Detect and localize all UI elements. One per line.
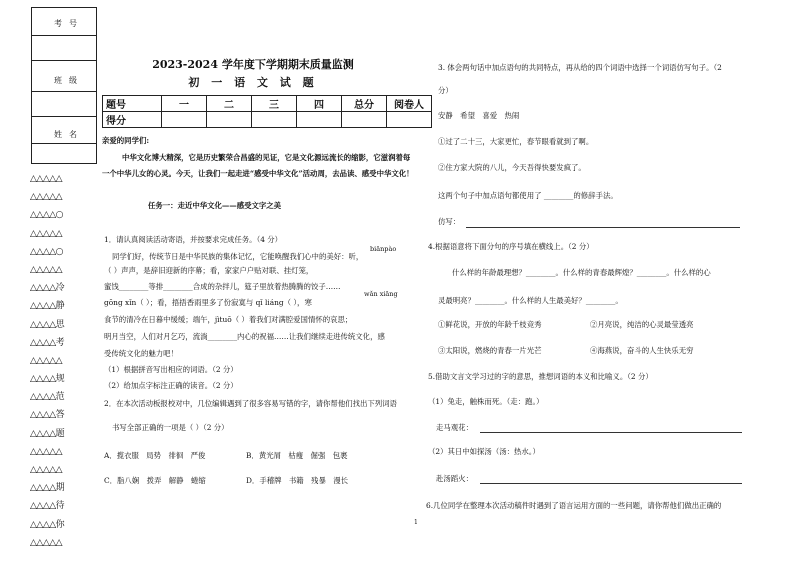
name-label: 姓名 bbox=[54, 130, 84, 139]
student-info-box bbox=[31, 7, 97, 164]
score-header-cell: 总分 bbox=[342, 96, 387, 112]
exam-title: 2023-2024 学年度下学期期末质量监测 bbox=[152, 58, 354, 71]
score-header-cell: 阅卷人 bbox=[387, 96, 432, 112]
score-header-cell: 三 bbox=[252, 96, 297, 112]
seal-mark: △△△△○ bbox=[30, 210, 64, 221]
q1-paragraph-line: 蜜饯________等排________合成的杂拌儿，筵子里放着热腾腾的饺子…… bbox=[104, 282, 341, 291]
score-input-cell[interactable] bbox=[162, 112, 207, 128]
q1-pinyin-2: wǎn xiāng bbox=[364, 290, 398, 298]
seal-mark: △△△△冷 bbox=[30, 283, 65, 294]
q2-stem: 2．在本次活动板报校对中，几位编辑遇到了很多容易写错的字，请你帮他们找出下列词语 bbox=[104, 399, 397, 408]
exam-number-field[interactable] bbox=[32, 36, 96, 61]
q1-paragraph-line: 受传统文化的魅力吧！ bbox=[104, 349, 178, 358]
q4-option-1: ①鲜花说，开放的年龄千枝竞秀 bbox=[438, 320, 542, 329]
q2-option-b[interactable]: B．黄光屑 枯瘦 倔强 包裹 bbox=[246, 451, 348, 460]
task-one-heading: 任务一：走近中华文化——感受文字之美 bbox=[148, 201, 282, 210]
q5-item-a: （1）兔走，触株而死。（走：跑。） bbox=[428, 397, 544, 406]
q1-sub1: （1）根据拼音写出相应的词语。（2 分） bbox=[104, 365, 238, 374]
q4-option-4: ④海燕说，奋斗的人生快乐无穷 bbox=[590, 346, 694, 355]
score-input-cell[interactable] bbox=[342, 112, 387, 128]
exam-subtitle: 初 一 语 文 试 题 bbox=[188, 76, 318, 89]
seal-mark: △△△△△ bbox=[30, 228, 63, 239]
intro-greeting: 亲爱的同学们: bbox=[102, 136, 150, 145]
name-field[interactable] bbox=[32, 144, 96, 162]
seal-mark: △△△△△ bbox=[30, 537, 63, 548]
q5-fill-a-label: 走马观花： bbox=[436, 423, 473, 432]
q3-sentence-2: ②住方家大院的八儿，今天吾得快要发疯了。 bbox=[438, 163, 586, 172]
q2-option-c[interactable]: C．脂八娴 拨弄 解静 蜷缩 bbox=[104, 476, 206, 485]
q1-paragraph-line: 同学们好，传统节日是中华民族的集体记忆，它能唤醒我们心中的美好：听， bbox=[112, 252, 364, 261]
q4-option-2: ②月亮说，纯洁的心灵最莹透亮 bbox=[590, 320, 694, 329]
exam-number-label: 考号 bbox=[54, 19, 84, 28]
exam-number-label-cell bbox=[32, 8, 96, 36]
name-label-cell bbox=[32, 117, 96, 144]
score-header-cell: 二 bbox=[207, 96, 252, 112]
q1-paragraph-line: 明月当空，人们对月乞巧，流淌________内心的祝福……让我们继续走进传统文化，感 bbox=[104, 332, 385, 341]
q5-fill-b-line[interactable] bbox=[480, 483, 742, 484]
seal-mark: △△△△静 bbox=[30, 301, 65, 312]
score-input-cell[interactable] bbox=[207, 112, 252, 128]
seal-mark: △△△△答 bbox=[30, 410, 65, 421]
seal-mark: △△△△待 bbox=[30, 501, 65, 512]
seal-mark: △△△△△ bbox=[30, 264, 63, 275]
q6-stem: 6.几位同学在整理本次活动稿件时遇到了语言运用方面的一些问题，请你帮他们做出正确的 bbox=[426, 501, 722, 510]
q4-option-3: ③太阳说，燃烧的青春一片光芒 bbox=[438, 346, 542, 355]
q4-line-1: 什么样的年龄最理想？________。什么样的青春最辉煌？________。什么样的心 bbox=[452, 268, 711, 277]
seal-mark: △△△△思 bbox=[30, 319, 65, 330]
q1-pinyin-1: biānpào bbox=[370, 245, 397, 253]
q4-line-2: 灵最明亮？________。什么样的人生最美好？________。 bbox=[438, 296, 623, 305]
score-table-header-row bbox=[103, 96, 432, 112]
q1-stem: 1．请认真阅读活动寄语，并按要求完成任务。（4 分） bbox=[104, 235, 283, 244]
seal-mark: △△△△△ bbox=[30, 465, 63, 475]
score-row-label: 得分 bbox=[103, 112, 162, 128]
q3-stem-2: 分） bbox=[438, 86, 453, 95]
seal-mark: △△△△△ bbox=[30, 192, 63, 203]
score-input-cell[interactable] bbox=[387, 112, 432, 128]
class-field[interactable] bbox=[32, 92, 96, 117]
q2-stem-2: 书写全部正确的一项是（ ）（2 分） bbox=[112, 423, 229, 432]
q5-fill-a-line[interactable] bbox=[480, 432, 742, 433]
seal-mark: △△△△期 bbox=[30, 483, 65, 494]
class-label-cell bbox=[32, 61, 96, 92]
seal-mark: △△△△△ bbox=[30, 355, 63, 366]
score-table bbox=[102, 95, 432, 128]
q5-item-b: （2）其日中如探汤（汤：热水。） bbox=[428, 447, 540, 456]
q5-fill-b-label: 赴汤蹈火： bbox=[436, 474, 473, 483]
intro-paragraph: 中华文化博大精深，它是历史繁荣合昌盛的见证，它是文化源远流长的缩影，它滋润着每一个中华儿女的心灵。今天，让我们一起走进“感受中华文化”活动周，去品读、感受中华文化！ bbox=[102, 153, 414, 178]
score-input-cell[interactable] bbox=[252, 112, 297, 128]
q3-word-choices: 安静 希望 喜爱 热闹 bbox=[438, 111, 520, 120]
seal-mark: △△△△△ bbox=[30, 446, 63, 457]
seal-mark: △△△△规 bbox=[30, 374, 65, 385]
score-header-cell: 四 bbox=[297, 96, 342, 112]
q3-stem: 3. 体会两句话中加点语句的共同特点，再从给的四个词语中选择一个词语仿写句子。（2 bbox=[438, 63, 722, 72]
score-header-cell: 一 bbox=[162, 96, 207, 112]
q1-paragraph-line: gōng xǐn（ ）；看，捂捂香雨里多了份寂寞与 qǐ liáng（ ），寒 bbox=[104, 298, 312, 307]
q3-answer-line[interactable] bbox=[466, 227, 740, 228]
q3-imitate-label: 仿写： bbox=[438, 217, 461, 226]
seal-mark: △△△△△ bbox=[30, 174, 63, 184]
q2-option-d[interactable]: D．手稽牌 书籍 残暴 漫长 bbox=[246, 476, 349, 485]
seal-line-marks bbox=[30, 170, 110, 552]
q3-rhetoric-question: 这两个句子中加点语句都使用了 ________的修辞手法。 bbox=[438, 191, 618, 200]
score-header-cell: 题号 bbox=[103, 96, 162, 112]
seal-mark: △△△△题 bbox=[30, 428, 65, 439]
seal-mark: △△△△考 bbox=[30, 337, 65, 348]
q3-sentence-1: ①过了二十三，大家更忙，春节眼看就到了啊。 bbox=[438, 137, 594, 146]
score-input-cell[interactable] bbox=[297, 112, 342, 128]
q1-paragraph-line: 食节的清冷在日暮中缓缓；端午，jìtuō（ ）着我们对满腔爱国情怀的哀思； bbox=[104, 315, 353, 324]
q1-sub2: （2）给加点字标注正确的读音。（2 分） bbox=[104, 381, 238, 390]
q5-stem: 5.借助文言文学习过的字的意思，推想词语的本义和比喻义。（2 分） bbox=[428, 372, 653, 381]
seal-mark: △△△△○ bbox=[30, 246, 64, 257]
q2-option-a[interactable]: A．揽衣服 局势 徘徊 严俊 bbox=[104, 451, 206, 460]
page-number: 1 bbox=[414, 519, 418, 526]
seal-mark: △△△△范 bbox=[30, 392, 65, 403]
score-table-row bbox=[103, 112, 432, 128]
q1-paragraph-line: （ ）声声，是辞旧迎新的序幕；看，家家户户贴对联、挂灯笼， bbox=[104, 266, 314, 275]
seal-mark: △△△△你 bbox=[30, 519, 65, 530]
q4-stem: 4.根据语意将下面分句的序号填在横线上。（2 分） bbox=[428, 242, 594, 251]
class-label: 班级 bbox=[54, 76, 84, 85]
